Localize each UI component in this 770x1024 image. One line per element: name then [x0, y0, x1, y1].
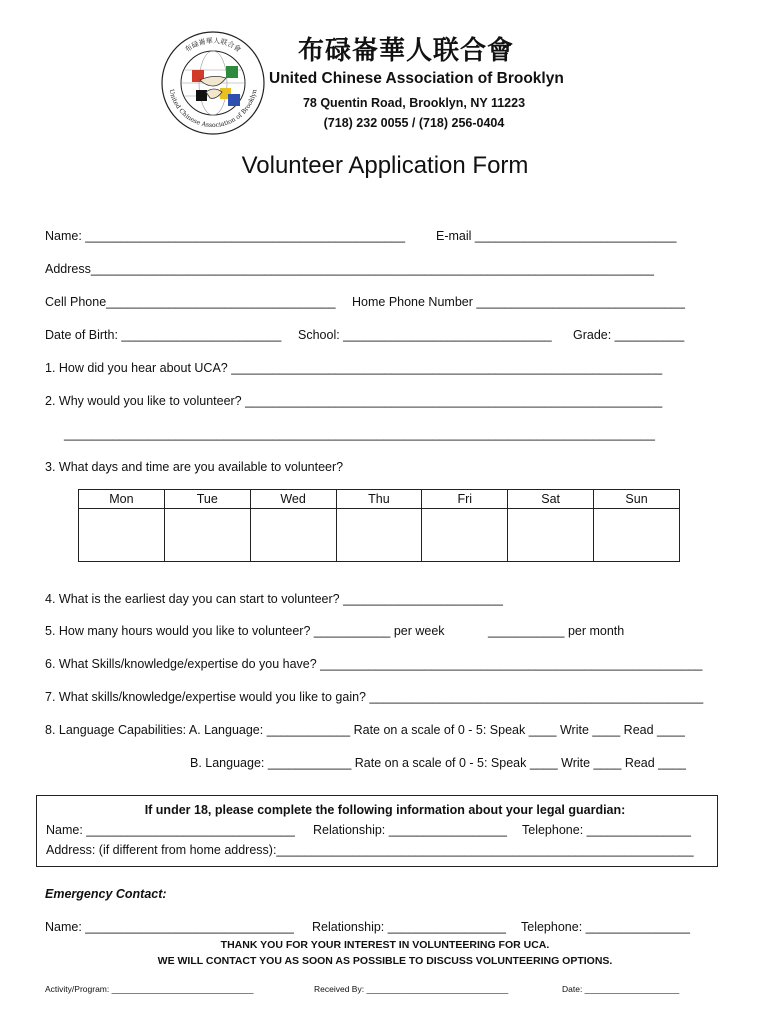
question-1[interactable]: 1. How did you hear about UCA? ______________________________________________________________	[45, 361, 663, 375]
day-header-sun: Sun	[594, 490, 680, 509]
question-7[interactable]: 7. What skills/knowledge/expertise would you like to gain? ________________________________________________	[45, 690, 704, 704]
name-field[interactable]: Name: ______________________________________________	[45, 229, 406, 243]
day-header-fri: Fri	[422, 490, 508, 509]
availability-cell-wed[interactable]	[250, 509, 336, 562]
guardian-address-field[interactable]: Address: (if different from home address):____________________________________________________________	[46, 843, 694, 857]
logo-black-square	[196, 90, 207, 101]
org-name: United Chinese Association of Brooklyn	[269, 70, 564, 87]
emergency-telephone-field[interactable]: Telephone: _______________	[521, 920, 690, 934]
org-address: 78 Quentin Road, Brooklyn, NY 11223	[302, 96, 526, 110]
dob-field[interactable]: Date of Birth: _______________________	[45, 328, 282, 342]
guardian-name-field[interactable]: Name: ______________________________	[46, 823, 295, 837]
availability-cell-fri[interactable]	[422, 509, 508, 562]
question-5-per-week[interactable]: 5. How many hours would you like to volunteer? ___________ per week	[45, 624, 445, 638]
question-8-language-b[interactable]: B. Language: ____________ Rate on a scale of 0 - 5: Speak ____ Write ____ Read ____	[190, 756, 686, 770]
availability-table	[78, 489, 680, 562]
availability-cell-sun[interactable]	[594, 509, 680, 562]
question-2[interactable]: 2. Why would you like to volunteer? ____________________________________________________________	[45, 394, 663, 408]
question-2-continuation[interactable]: _____________________________________________________________________________________	[64, 427, 655, 441]
question-5-per-month[interactable]: ___________ per month	[488, 624, 625, 638]
availability-cell-tue[interactable]	[164, 509, 250, 562]
guardian-telephone-field[interactable]: Telephone: _______________	[522, 823, 691, 837]
organization-logo	[160, 30, 266, 136]
activity-program-field[interactable]: Activity/Program: ______________________________	[45, 984, 254, 994]
grade-field[interactable]: Grade: __________	[573, 328, 685, 342]
day-header-sat: Sat	[508, 490, 594, 509]
date-field[interactable]: Date: ____________________	[562, 984, 680, 994]
logo-blue-square	[228, 94, 240, 106]
availability-cell-thu[interactable]	[336, 509, 422, 562]
address-field[interactable]: Address_________________________________________________________________________________	[45, 262, 654, 276]
svg-text:布碌崙華人联合會: 布碌崙華人联合會	[183, 36, 243, 54]
form-title: Volunteer Application Form	[241, 152, 529, 179]
email-field[interactable]: E-mail _____________________________	[436, 229, 677, 243]
emergency-name-field[interactable]: Name: ______________________________	[45, 920, 294, 934]
home-phone-field[interactable]: Home Phone Number ______________________________	[352, 295, 685, 309]
school-field[interactable]: School: ______________________________	[298, 328, 552, 342]
day-header-wed: Wed	[250, 490, 336, 509]
guardian-heading: If under 18, please complete the following information about your legal guardian:	[144, 803, 626, 817]
question-6[interactable]: 6. What Skills/knowledge/expertise do you have? _______________________________________________________	[45, 657, 703, 671]
received-by-field[interactable]: Received By: ______________________________	[314, 984, 509, 994]
day-header-tue: Tue	[164, 490, 250, 509]
org-chinese-name: 布碌崙華人联合會	[298, 36, 515, 66]
thanks-message: THANK YOU FOR YOUR INTEREST IN VOLUNTEERING FOR UCA.	[220, 939, 550, 951]
emergency-relationship-field[interactable]: Relationship: _________________	[312, 920, 506, 934]
question-8-language-a[interactable]: 8. Language Capabilities: A. Language: ____________ Rate on a scale of 0 - 5: Speak ____ Write ____ Read ____	[45, 723, 685, 737]
availability-cell-sat[interactable]	[508, 509, 594, 562]
contact-message: WE WILL CONTACT YOU AS SOON AS POSSIBLE TO DISCUSS VOLUNTEERING OPTIONS.	[157, 955, 613, 967]
emergency-heading: Emergency Contact:	[45, 887, 167, 901]
table-row	[79, 509, 680, 562]
question-3: 3. What days and time are you available to volunteer?	[45, 460, 344, 474]
guardian-relationship-field[interactable]: Relationship: _________________	[313, 823, 507, 837]
day-header-mon: Mon	[79, 490, 165, 509]
availability-cell-mon[interactable]	[79, 509, 165, 562]
svg-text:United Chinese Association of: United Chinese Association of Brooklyn	[167, 88, 259, 130]
table-header-row	[79, 490, 680, 509]
day-header-thu: Thu	[336, 490, 422, 509]
logo-green-square	[226, 66, 238, 78]
org-phone: (718) 232 0055 / (718) 256-0404	[323, 116, 505, 130]
cell-phone-field[interactable]: Cell Phone_________________________________	[45, 295, 336, 309]
question-4[interactable]: 4. What is the earliest day you can start to volunteer? _______________________	[45, 592, 503, 606]
